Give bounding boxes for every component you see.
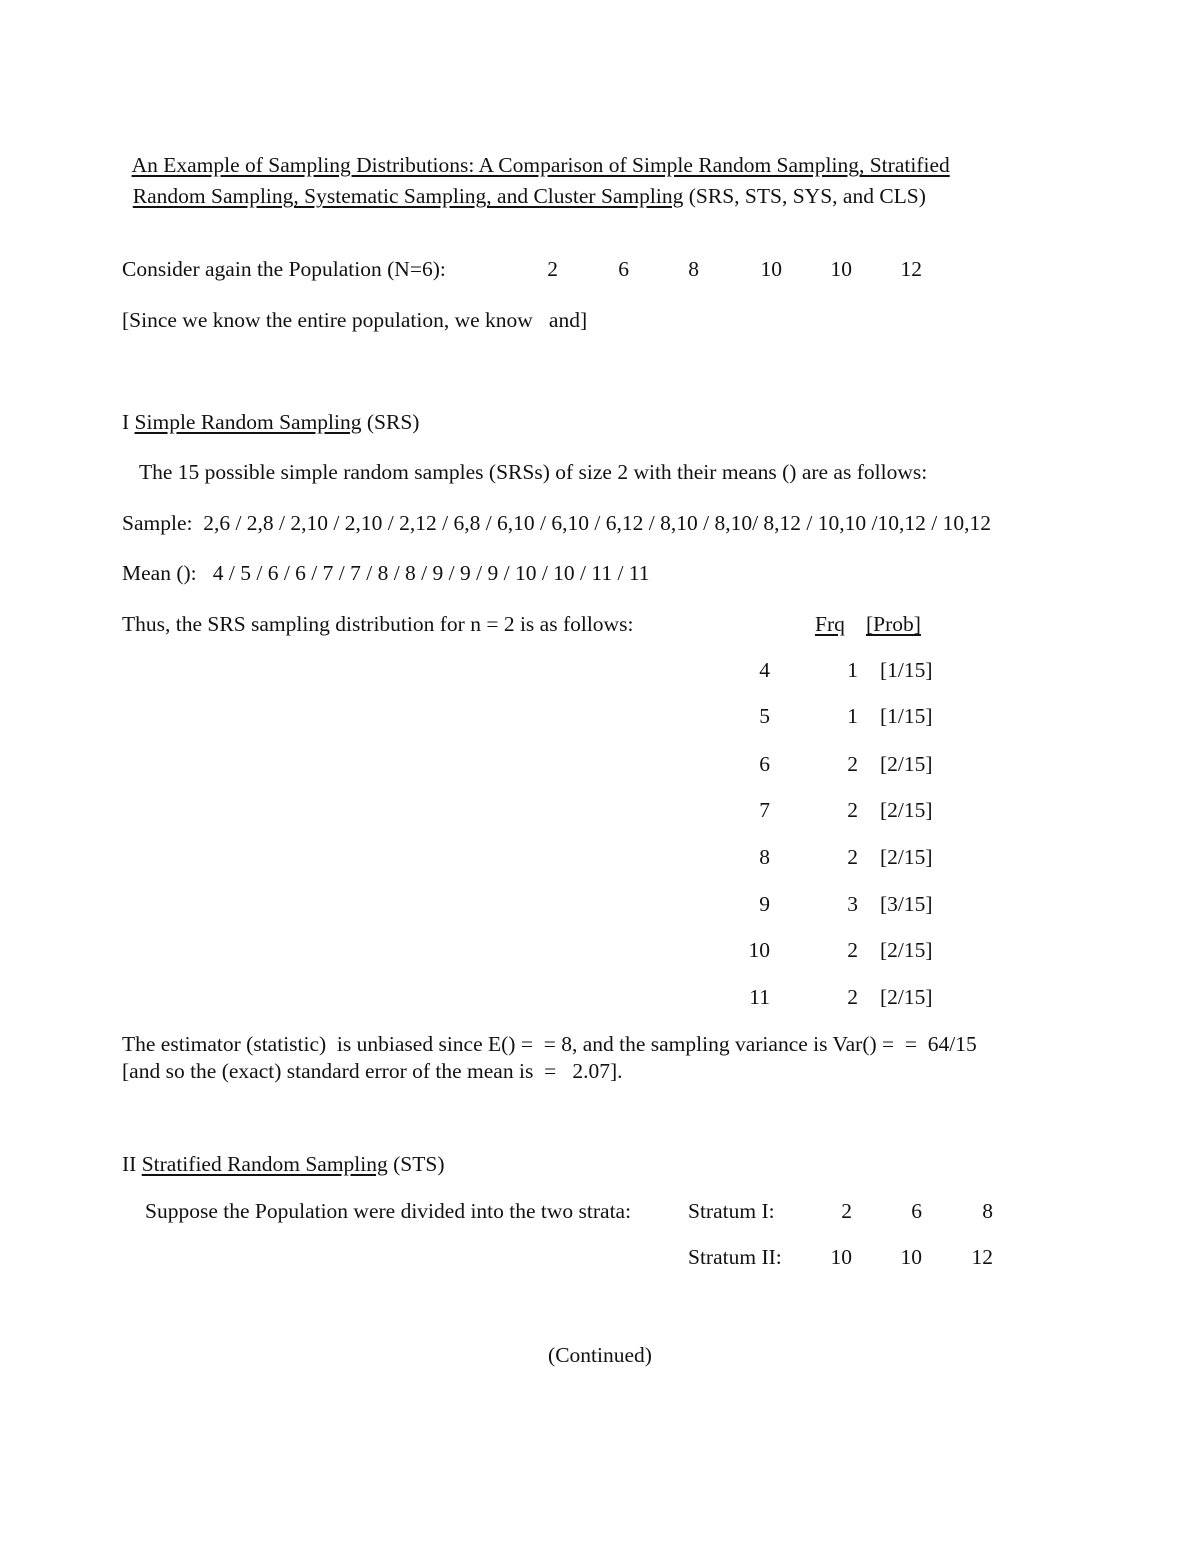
row-prob: [2/15] bbox=[880, 798, 933, 822]
title-underlined-1: An Example of Sampling Distributions: A Comparison of Simple Random Sampling, Stratified bbox=[131, 153, 950, 177]
row-prob: [2/15] bbox=[880, 752, 933, 776]
row-mean: 7 bbox=[759, 798, 770, 822]
column-header-frq: Frq bbox=[815, 612, 845, 636]
row-prob: [2/15] bbox=[880, 938, 933, 962]
row-frq: 3 bbox=[847, 892, 858, 916]
conclusion-line-2: [and so the (exact) standard error of the mean is = 2.07]. bbox=[122, 1059, 623, 1083]
row-prob: [2/15] bbox=[880, 985, 933, 1009]
continued-footer: (Continued) bbox=[548, 1343, 652, 1367]
section-2-intro: Suppose the Population were divided into the two strata: bbox=[145, 1199, 632, 1223]
population-value: 10 bbox=[830, 257, 852, 281]
row-mean: 4 bbox=[759, 658, 770, 682]
section-1-title: Simple Random Sampling bbox=[134, 410, 362, 434]
stratum-2-value: 10 bbox=[900, 1245, 922, 1269]
section-2-heading bbox=[122, 1150, 445, 1178]
population-note: [Since we know the entire population, we know and] bbox=[122, 308, 588, 332]
row-frq: 2 bbox=[847, 985, 858, 1009]
section-1-roman: I bbox=[122, 410, 135, 434]
title-underlined-2: Random Sampling, Systematic Sampling, and Cluster Sampling bbox=[132, 184, 684, 208]
population-label: Consider again the Population (N=6): bbox=[122, 257, 446, 281]
section-1-abbr: (SRS) bbox=[361, 410, 420, 434]
row-prob: [1/15] bbox=[880, 658, 933, 682]
section-2-abbr: (STS) bbox=[387, 1152, 445, 1176]
row-mean: 9 bbox=[759, 892, 770, 916]
mean-line: Mean (): 4 / 5 / 6 / 6 / 7 / 7 / 8 / 8 / 9 / 9 / 9 / 10 / 10 / 11 / 11 bbox=[122, 561, 650, 585]
sample-line: Sample: 2,6 / 2,8 / 2,10 / 2,10 / 2,12 / 6,8 / 6,10 / 6,10 / 6,12 / 8,10 / 8,10/ 8,12 / 10,10 /10,12 / 10,12 bbox=[122, 511, 991, 535]
stratum-1-label: Stratum I: bbox=[688, 1199, 775, 1223]
section-2-title: Stratified Random Sampling bbox=[141, 1152, 388, 1176]
row-mean: 5 bbox=[759, 704, 770, 728]
stratum-1-value: 6 bbox=[911, 1199, 922, 1223]
population-value: 8 bbox=[688, 257, 699, 281]
stratum-2-value: 12 bbox=[971, 1245, 993, 1269]
row-mean: 11 bbox=[749, 985, 770, 1009]
population-value: 12 bbox=[900, 257, 922, 281]
stratum-1-value: 8 bbox=[982, 1199, 993, 1223]
title-suffix: (SRS, STS, SYS, and CLS) bbox=[683, 184, 926, 208]
section-1-intro: The 15 possible simple random samples (SRSs) of size 2 with their means () are as follows: bbox=[139, 460, 928, 484]
row-mean: 6 bbox=[759, 752, 770, 776]
population-value: 10 bbox=[760, 257, 782, 281]
row-frq: 1 bbox=[847, 704, 858, 728]
stratum-2-value: 10 bbox=[830, 1245, 852, 1269]
row-mean: 8 bbox=[759, 845, 770, 869]
population-value: 6 bbox=[618, 257, 629, 281]
conclusion-line-1: The estimator (statistic) is unbiased since E() = = 8, and the sampling variance is Var() = = 64/15 bbox=[122, 1032, 977, 1056]
row-frq: 2 bbox=[847, 845, 858, 869]
row-frq: 2 bbox=[847, 938, 858, 962]
title-line-2 bbox=[122, 154, 926, 210]
row-frq: 2 bbox=[847, 752, 858, 776]
column-header-prob: [Prob] bbox=[866, 612, 921, 636]
row-prob: [1/15] bbox=[880, 704, 933, 728]
row-prob: [2/15] bbox=[880, 845, 933, 869]
population-value: 2 bbox=[547, 257, 558, 281]
row-prob: [3/15] bbox=[880, 892, 933, 916]
row-mean: 10 bbox=[748, 938, 770, 962]
section-1-heading bbox=[122, 408, 419, 436]
distribution-intro: Thus, the SRS sampling distribution for n = 2 is as follows: bbox=[122, 612, 634, 636]
row-frq: 2 bbox=[847, 798, 858, 822]
row-frq: 1 bbox=[847, 658, 858, 682]
section-2-roman: II bbox=[122, 1152, 142, 1176]
stratum-1-value: 2 bbox=[841, 1199, 852, 1223]
stratum-2-label: Stratum II: bbox=[688, 1245, 782, 1269]
